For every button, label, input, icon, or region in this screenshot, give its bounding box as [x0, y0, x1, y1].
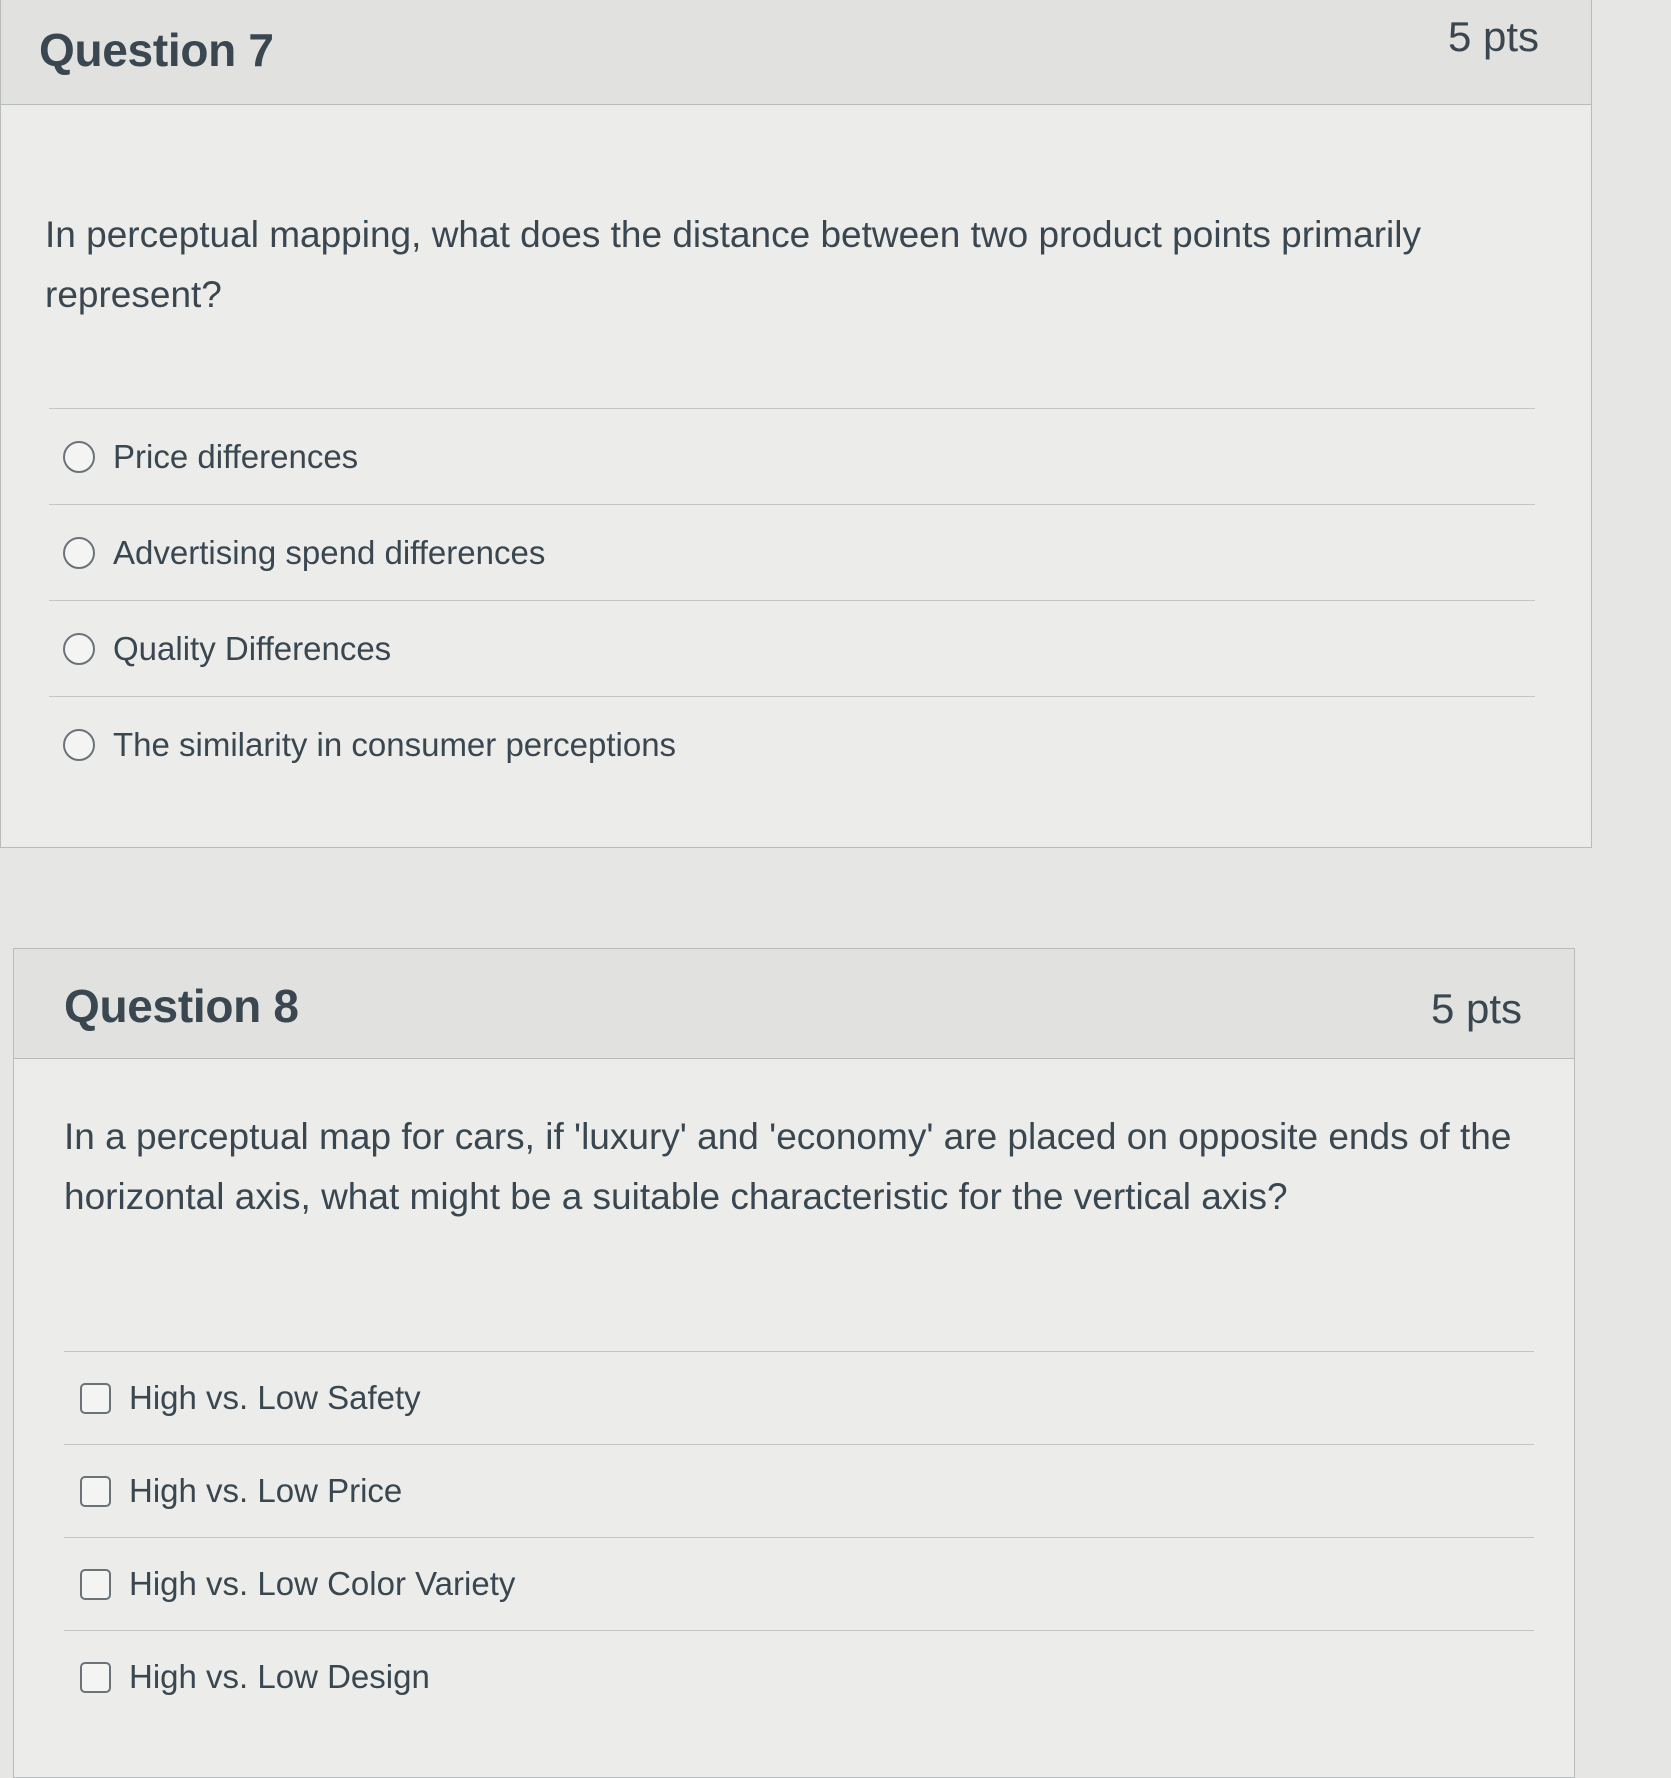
question-7-answers	[49, 408, 1535, 792]
radio-button[interactable]	[63, 441, 95, 473]
answer-option[interactable]	[49, 600, 1535, 696]
answer-label[interactable]: Price differences	[113, 437, 359, 475]
answer-label[interactable]: The similarity in consumer perceptions	[113, 725, 677, 763]
answer-option[interactable]	[49, 696, 1535, 792]
answer-option[interactable]	[64, 1444, 1534, 1537]
question-7-title: Question 7	[39, 24, 274, 76]
question-8-header	[14, 949, 1574, 1059]
question-8-text: In a perceptual map for cars, if 'luxury' and 'economy' are placed on opposite ends of the horizontal axis, what might be a suitable characteristic for the vertical axis?	[64, 1116, 1512, 1217]
question-7-header	[1, 0, 1591, 105]
radio-button[interactable]	[63, 633, 95, 665]
checkbox[interactable]	[80, 1383, 111, 1414]
question-7-points: 5 pts	[1447, 13, 1539, 60]
question-7-card	[0, 0, 1592, 848]
answer-label[interactable]: High vs. Low Design	[129, 1658, 430, 1695]
checkbox[interactable]	[80, 1476, 111, 1507]
checkbox[interactable]	[80, 1662, 111, 1693]
answer-label[interactable]: High vs. Low Price	[129, 1472, 403, 1509]
radio-button[interactable]	[63, 729, 95, 761]
answer-option[interactable]	[64, 1537, 1534, 1630]
question-7-text: In perceptual mapping, what does the distance between two product points primarily represent?	[45, 214, 1421, 315]
answer-option[interactable]	[64, 1630, 1534, 1723]
question-8-points: 5 pts	[1430, 985, 1522, 1032]
question-8-title: Question 8	[64, 980, 299, 1032]
answer-option[interactable]	[49, 504, 1535, 600]
answer-label[interactable]: High vs. Low Safety	[129, 1379, 421, 1416]
question-8-answers	[64, 1351, 1534, 1723]
answer-label[interactable]: Advertising spend differences	[113, 533, 546, 571]
answer-label[interactable]: Quality Differences	[113, 629, 392, 667]
answer-label[interactable]: High vs. Low Color Variety	[129, 1565, 516, 1602]
answer-option[interactable]	[49, 408, 1535, 504]
checkbox[interactable]	[80, 1569, 111, 1600]
answer-option[interactable]	[64, 1351, 1534, 1444]
radio-button[interactable]	[63, 537, 95, 569]
question-8-card	[13, 948, 1575, 1778]
